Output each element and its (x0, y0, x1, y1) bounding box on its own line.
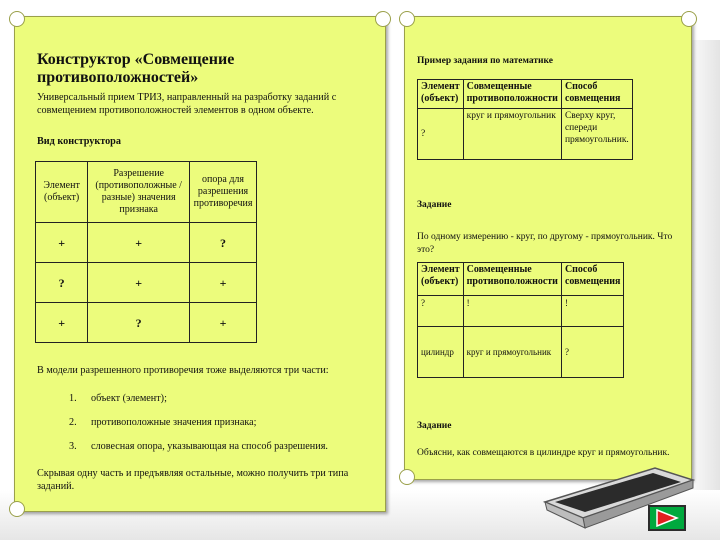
table-cell: круг и прямоугольник (463, 109, 561, 160)
table-cell: ? (418, 296, 464, 327)
table-cell: + (36, 303, 88, 343)
table-cell: + (190, 263, 257, 303)
table-header-row (36, 162, 257, 223)
task-table (417, 262, 624, 378)
table-cell: + (88, 223, 190, 263)
table-cell: ? (36, 263, 88, 303)
list-text: противоположные значения признака; (91, 417, 257, 428)
card-curl-top-left (9, 11, 25, 27)
constructor-table (35, 161, 257, 343)
list-number: 3. (69, 441, 77, 452)
table-cell: цилиндр (418, 327, 464, 378)
table-row (418, 327, 624, 378)
table-cell: Сверху круг, спереди прямоугольник. (561, 109, 632, 160)
table-header-cell: Совмещенные противоположности (463, 80, 561, 109)
table-cell: ! (463, 296, 561, 327)
task1-text: По одному измерению - круг, по другому - прямоугольник. Что это? (417, 232, 673, 255)
card-curl-top-right (375, 11, 391, 27)
table-header-cell: Элемент (объект) (36, 162, 88, 223)
table-header-cell: Элемент (объект) (418, 263, 464, 296)
list-item (69, 392, 167, 405)
list-text: словесная опора, указывающая на способ разрешения. (91, 441, 328, 452)
background-right-shade (690, 40, 720, 490)
table-cell: + (190, 303, 257, 343)
card-curl-top-left (399, 11, 415, 27)
table-cell: ! (561, 296, 623, 327)
task1-heading: Задание (417, 200, 452, 210)
table-cell: ? (418, 109, 464, 160)
list-item (69, 440, 328, 453)
closing-text: Скрывая одну часть и предъявляя остальные, можно получить три типа заданий. (37, 468, 349, 492)
card-curl-bottom-left (399, 469, 415, 485)
table-header-row (418, 80, 633, 109)
table-cell: ? (190, 223, 257, 263)
table-row (36, 223, 257, 263)
task2-heading: Задание (417, 421, 452, 431)
example-heading: Пример задания по математике (417, 56, 553, 66)
table-header-row (418, 263, 624, 296)
table-row (418, 109, 633, 160)
list-number: 2. (69, 417, 77, 428)
left-card (14, 16, 386, 512)
list-item (69, 416, 257, 429)
example-table (417, 79, 633, 160)
table-header-cell: Способ совмещения (561, 80, 632, 109)
table-header-cell: Разрешение (противоположные / разные) значения признака (88, 162, 190, 223)
task2-text: Объясни, как совмещаются в цилиндре круг и прямоугольник. (417, 448, 670, 458)
card-curl-bottom-left (9, 501, 25, 517)
table-cell: ? (561, 327, 623, 378)
table-header-cell: Способ совмещения (561, 263, 623, 296)
table-header-cell: Элемент (объект) (418, 80, 464, 109)
table-cell: круг и прямоугольник (463, 327, 561, 378)
right-card (404, 16, 692, 480)
intro-text: Универсальный прием ТРИЗ, направленный на разработку заданий с совмещением противоположностей элементов в одном объекте. (37, 92, 337, 116)
table-header-cell: опора для разрешения противоречия (190, 162, 257, 223)
table-row (36, 263, 257, 303)
card-curl-top-right (681, 11, 697, 27)
table-row (36, 303, 257, 343)
table-row (418, 296, 624, 327)
table-cell: ? (88, 303, 190, 343)
table-cell: + (36, 223, 88, 263)
page-title: Конструктор «Совмещение противоположностей» (37, 51, 235, 86)
list-text: объект (элемент); (91, 393, 167, 404)
table-cell: + (88, 263, 190, 303)
next-slide-button[interactable] (648, 505, 686, 531)
table-header-cell: Совмещенные противоположности (463, 263, 561, 296)
list-number: 1. (69, 393, 77, 404)
next-arrow-icon (655, 509, 679, 527)
model-text: В модели разрешенного противоречия тоже выделяются три части: (37, 365, 329, 376)
subheading: Вид конструктора (37, 136, 121, 147)
